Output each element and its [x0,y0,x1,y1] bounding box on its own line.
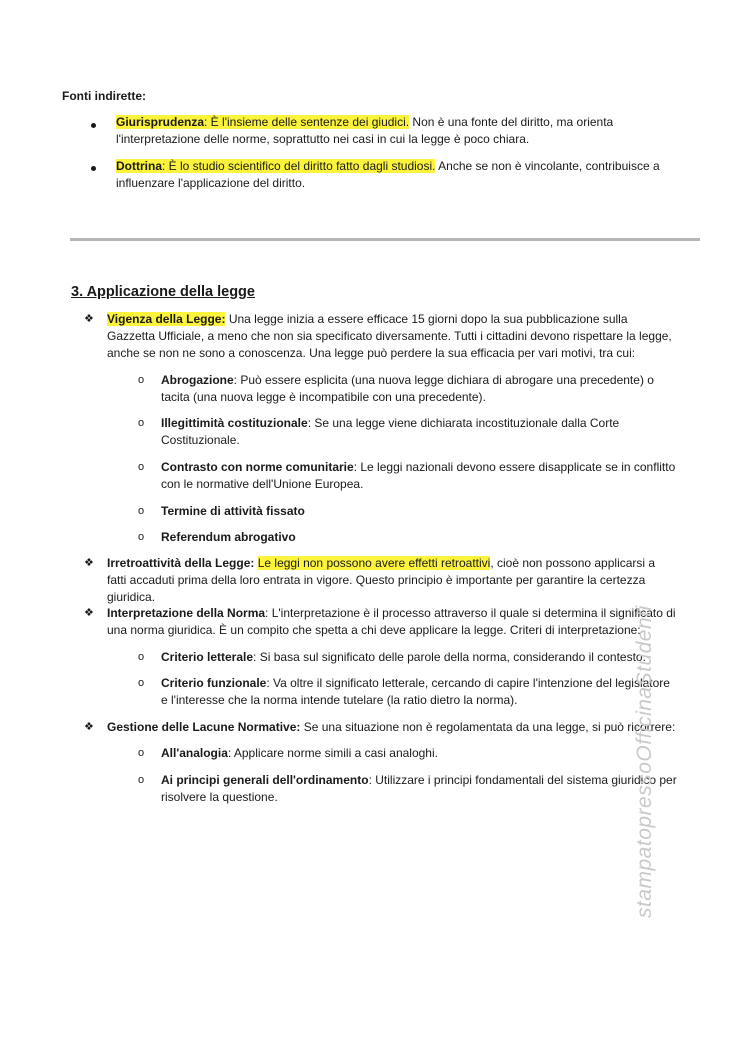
list-item-dottrina: Dottrina: È lo studio scientifico del diritto fatto dagli studiosi. Anche se non è vincolante, contribuisce a influenzare l'applicazione del diritto. [116,159,660,190]
circle-bullet-icon: o [138,677,145,689]
circle-bullet-icon: o [138,461,145,473]
diamond-bullet-icon: ❖ [84,721,94,733]
circle-bullet-icon: o [138,747,145,759]
sub-item-termine: Termine di attività fissato [161,504,305,518]
bullet-icon [91,123,96,128]
circle-bullet-icon: o [138,417,145,429]
section-title: 3. Applicazione della legge [71,284,255,300]
circle-bullet-icon: o [138,505,145,517]
list-item-vigenza: Vigenza della Legge: Una legge inizia a essere efficace 15 giorni dopo la sua pubblicazione sulla Gazzetta Ufficiale, a meno che non sia specificato diversamente. Tutti i cittadini devono rispettare la legge, anche se non ne sono a conoscenza. Una legge può perdere la sua efficacia per vari motivi, tra cui: [107,312,672,360]
section-heading-indirect: Fonti indirette: [62,89,146,103]
circle-bullet-icon: o [138,374,145,386]
sub-item-principi-generali: Ai principi generali dell'ordinamento: Utilizzare i principi fondamentali del sistema giuridico per risolvere la questione. [161,773,677,804]
sub-item-contrasto: Contrasto con norme comunitarie: Le leggi nazionali devono essere disapplicate se in conflitto con le normative dell'Unione Europea. [161,460,676,491]
list-item-giurisprudenza: Giurisprudenza: È l'insieme delle sentenze dei giudici. Non è una fonte del diritto, ma orienta l'interpretazione delle norme, soprattutto nei casi in cui la legge è poco chiara. [116,115,614,146]
diamond-bullet-icon: ❖ [84,607,94,619]
list-item-lacune: Gestione delle Lacune Normative: Se una situazione non è regolamentata da una legge, si può ricorrere: [107,720,676,734]
bullet-icon [91,166,96,171]
watermark: stampatopressoOfficinaStudenti [633,605,656,918]
circle-bullet-icon: o [138,774,145,786]
circle-bullet-icon: o [138,651,145,663]
sub-item-criterio-letterale: Criterio letterale: Si basa sul significato delle parole della norma, considerando il contesto. [161,650,646,664]
sub-item-analogia: All'analogia: Applicare norme simili a casi analoghi. [161,746,438,760]
sub-item-abrogazione: Abrogazione: Può essere esplicita (una nuova legge dichiara di abrogare una precedente) o tacita (una nuova legge è incompatibile con una precedente). [161,373,654,404]
list-item-interpretazione: Interpretazione della Norma: L'interpretazione è il processo attraverso il quale si determina il significato di una norma giuridica. È un compito che spetta a chi deve applicare la legge. Criteri di interpretazione: [107,606,676,637]
diamond-bullet-icon: ❖ [84,557,94,569]
sub-item-criterio-funzionale: Criterio funzionale: Va oltre il significato letterale, cercando di capire l'intenzione del legislatore e l'interesse che la norma intende tutelare (la ratio dietro la norma). [161,676,670,707]
sub-item-illegittimita: Illegittimità costituzionale: Se una legge viene dichiarata incostituzionale dalla Corte Costituzionale. [161,416,620,447]
diamond-bullet-icon: ❖ [84,313,94,325]
list-item-irretroattivita: Irretroattività della Legge: Le leggi non possono avere effetti retroattivi, cioè non possono applicarsi a fatti accaduti prima della loro entrata in vigore. Questo principio è importante per garantire la certezza giuridica. [107,556,656,604]
horizontal-rule [70,238,700,241]
sub-item-referendum: Referendum abrogativo [161,530,296,544]
circle-bullet-icon: o [138,531,145,543]
